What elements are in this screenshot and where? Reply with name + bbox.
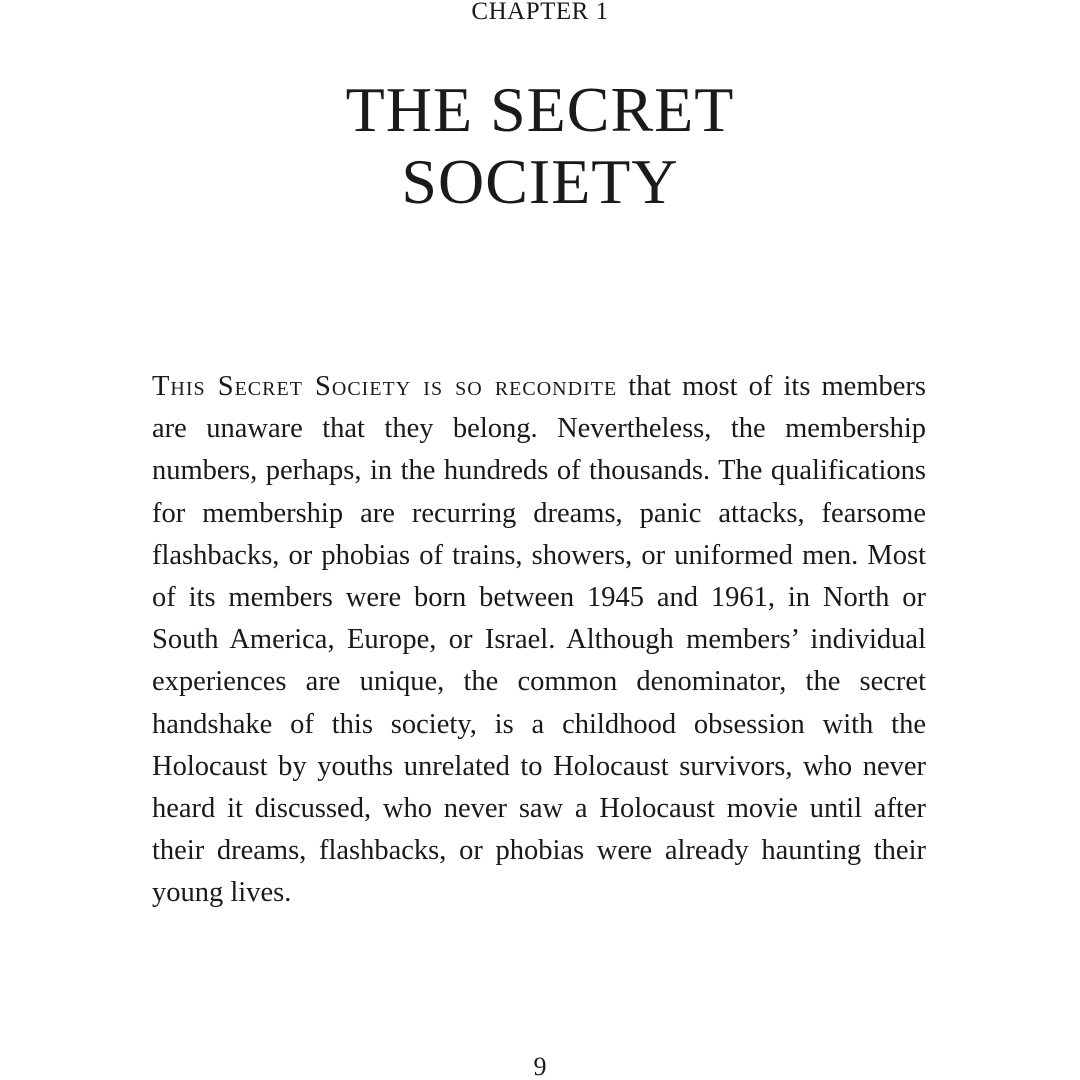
body-paragraph [152,366,926,915]
chapter-label: CHAPTER 1 [471,0,609,25]
page-number: 9 [533,1052,547,1080]
paragraph-text: that most of its members are unaware that they belong. Nevertheless, the membership numbers, perhaps, in the hundreds of thousands. The qualifications for membership are recurring dreams, panic attacks, fearsome flashbacks, or phobias of trains, showers, or uniformed men. Most of its members were born between 1945 and 1961, in North or South America, Europe, or Israel. Although members’ individual experiences are unique, the common denominator, the secret handshake of this society, is a childhood obsession with the Holocaust by youths unrelated to Holocaust survivors, who never heard it discussed, who never saw a Holocaust movie until after their dreams, flashbacks, or phobias were already haunting their young lives. [152,371,926,909]
chapter-title-line-1: THE SECRET [345,74,735,145]
paragraph-lead-in: This Secret Society is so recondite [152,371,618,402]
chapter-title [0,74,1080,218]
chapter-title-line-2: SOCIETY [401,146,679,217]
